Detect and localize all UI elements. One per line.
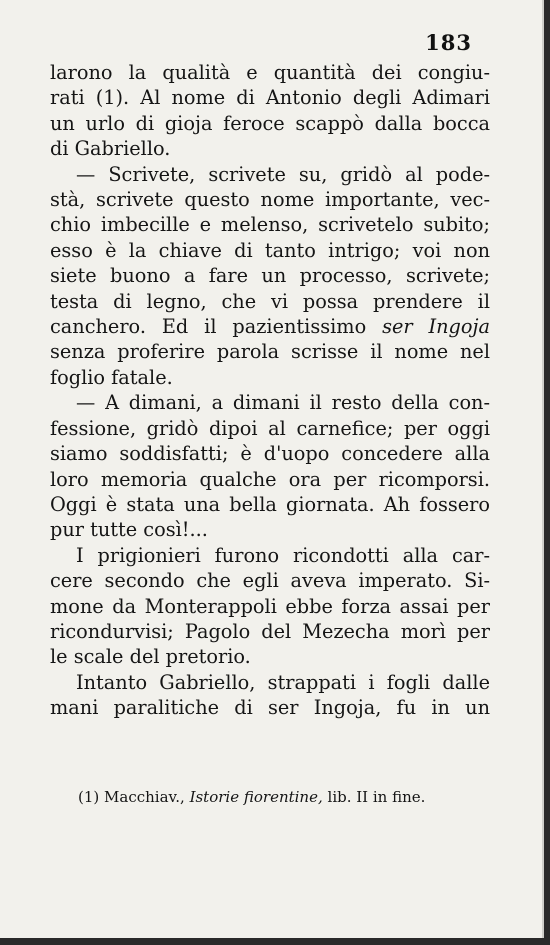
text-line: esso è la chiave di tanto intrigo; voi non — [50, 238, 490, 262]
text-line: un urlo di gioja feroce scappò dalla bocca — [50, 111, 490, 135]
text-line: siete buono a fare un processo, scrivete; — [50, 264, 490, 288]
text-line: — A dimani, a dimani il resto della con- — [76, 391, 490, 415]
text-line: canchero. Ed il pazientissimo ser Ingoja — [50, 315, 490, 339]
text-line: pur tutte così!... — [50, 518, 208, 542]
text-line: fessione, gridò dipoi al carnefice; per oggi — [50, 416, 490, 440]
page-number: 183 — [425, 30, 472, 55]
footnote-marker: (1) — [78, 788, 100, 806]
text-line: mone da Monterappoli ebbe forza assai per — [50, 594, 490, 618]
text-line: testa di legno, che vi possa prendere il — [50, 289, 490, 313]
body-text — [50, 60, 490, 721]
text-line: foglio fatale. — [50, 365, 173, 389]
text-line: I prigionieri furono ricondotti alla car- — [76, 543, 490, 567]
text-line: senza proferire parola scrisse il nome nel — [50, 340, 490, 364]
text-line: — Scrivete, scrivete su, gridò al pode- — [76, 162, 490, 186]
text-line: cere secondo che egli aveva imperato. Si- — [50, 569, 490, 593]
footnote — [78, 788, 425, 806]
text-line: loro memoria qualche ora per ricomporsi. — [50, 467, 490, 491]
text-line: mani paralitiche di ser Ingoja, fu in un — [50, 696, 490, 720]
text-line: di Gabriello. — [50, 137, 171, 161]
footnote-reference: lib. II in fine. — [327, 788, 426, 806]
text-line: chio imbecille e melenso, scrivetelo subito; — [50, 213, 490, 237]
italic-name: ser Ingoja — [382, 315, 490, 339]
text-line: rati (1). Al nome di Antonio degli Adimari — [50, 86, 490, 110]
text-line: Intanto Gabriello, strappati i fogli dalle — [76, 670, 490, 694]
text-line: larono la qualità e quantità dei congiu- — [50, 61, 490, 84]
text-line: le scale del pretorio. — [50, 645, 251, 669]
text-line: stà, scrivete questo nome importante, vec- — [50, 188, 490, 212]
footnote-title: Istorie fiorentine, — [189, 788, 323, 806]
text-line: Oggi è stata una bella giornata. Ah fossero — [50, 492, 490, 516]
text-line: siamo soddisfatti; è d'uopo concedere alla — [50, 442, 490, 466]
text-line: ricondurvisi; Pagolo del Mezecha morì per — [50, 619, 490, 643]
footnote-author: Macchiav., — [104, 788, 185, 806]
